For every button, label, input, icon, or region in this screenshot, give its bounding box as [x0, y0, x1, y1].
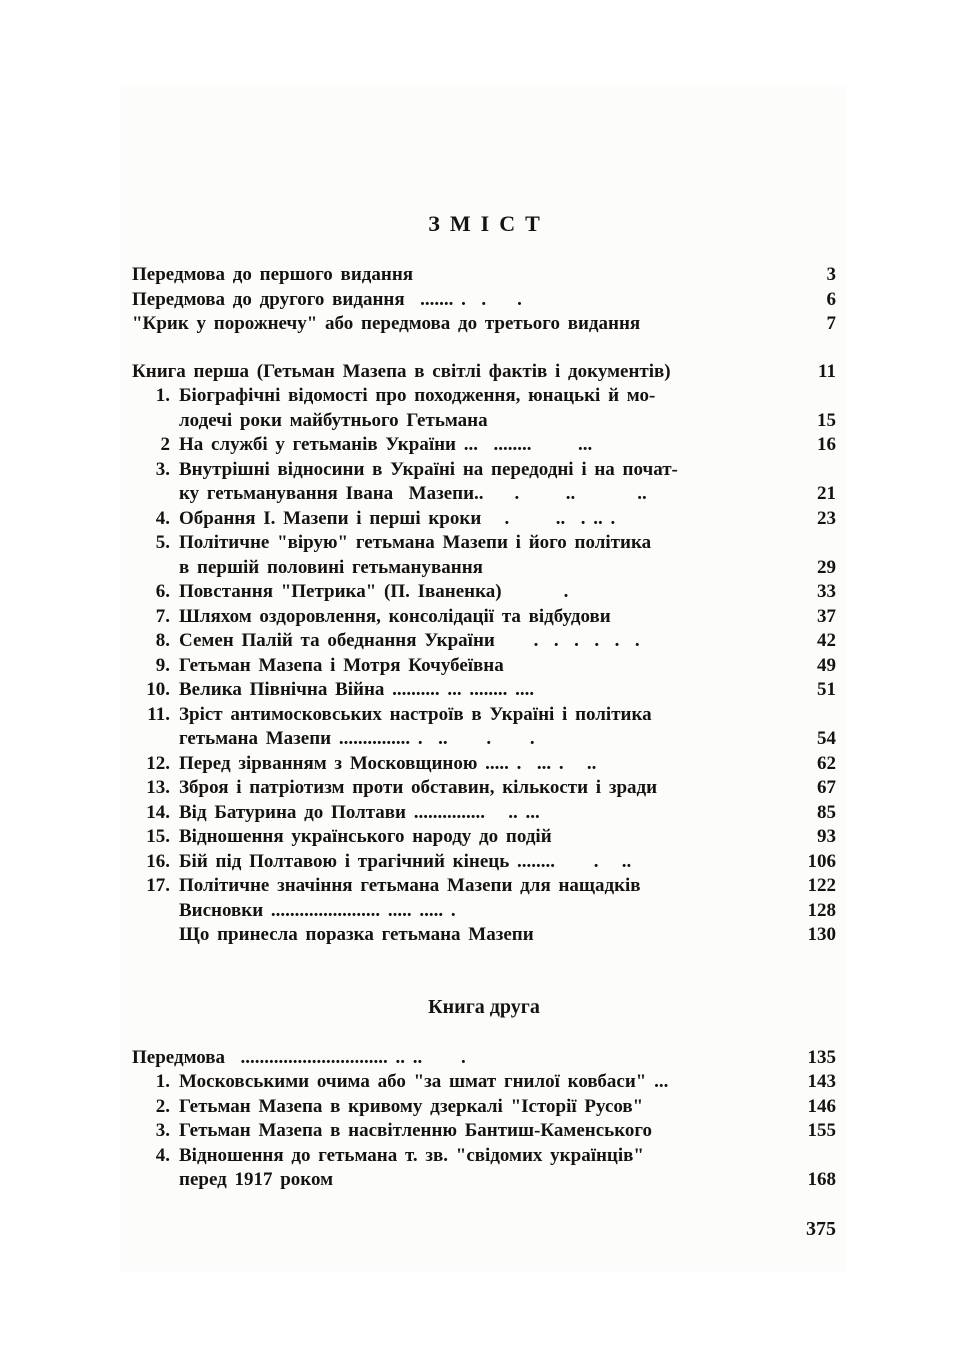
entry-page: 7: [826, 313, 836, 334]
entry-title: Внутрішні відносини в Україні на передодні і на почат-: [179, 458, 678, 480]
spacer: [132, 337, 836, 360]
entry-title: Семен Палій та обеднання України . . . . . .: [179, 630, 640, 651]
toc-entry: [132, 556, 836, 581]
entry-number: 15.: [146, 826, 170, 847]
scanned-page: [120, 85, 846, 1272]
entry-title: Бій під Полтавою і трагічний кінець ........ . ..: [179, 850, 632, 872]
toc-entry: [132, 850, 836, 875]
entry-page: 15: [817, 409, 836, 431]
entry-title: Велика Північна Війна .......... ... ........ ....: [179, 679, 535, 700]
toc-entry: [132, 899, 836, 924]
entry-page: 29: [817, 556, 836, 578]
entry-title: Книга перша (Гетьман Мазепа в світлі фактів і документів): [132, 360, 671, 382]
entry-title: Біографічні відомості про походження, юнацькі й мо-: [179, 385, 656, 406]
toc-entry: [132, 1095, 836, 1120]
spacer: [132, 1020, 836, 1046]
entry-number: 2.: [155, 1095, 170, 1117]
entry-number: 13.: [146, 777, 170, 798]
entry-number: 12.: [146, 752, 170, 774]
entry-title: перед 1917 роком: [179, 1169, 334, 1190]
entry-page: 135: [807, 1046, 836, 1068]
spacer: [132, 948, 836, 994]
entry-number: 7.: [155, 605, 170, 627]
toc-entry: [132, 458, 836, 483]
entry-page: 155: [807, 1120, 836, 1141]
entry-number: 16.: [146, 850, 170, 872]
entry-page: 146: [807, 1095, 836, 1117]
entry-number: 10.: [146, 679, 170, 700]
entry-page: 130: [807, 924, 836, 945]
entry-page: 49: [817, 654, 836, 676]
toc-entry: [132, 727, 836, 752]
entry-title: Передмова ............................... .. .. .: [132, 1046, 466, 1068]
entry-title: лодечі роки майбутнього Гетьмана: [179, 409, 488, 431]
toc-entry: [132, 263, 836, 288]
toc-entry: [132, 654, 836, 679]
toc-entry: [132, 312, 836, 337]
toc-entry: [132, 923, 836, 948]
entry-title: Політичне значіння гетьмана Мазепи для нащадків: [179, 875, 641, 896]
entry-title: Відношення до гетьмана т. зв. "свідомих українців": [179, 1144, 644, 1166]
toc-rows: [132, 263, 836, 1193]
entry-title: Шляхом оздоровлення, консолідації та відбудови: [179, 605, 611, 627]
toc-entry: [132, 409, 836, 434]
toc-entry: [132, 384, 836, 409]
entry-page: 11: [818, 360, 836, 382]
entry-number: 3.: [155, 458, 170, 480]
entry-number: 6.: [155, 581, 170, 602]
entry-page: 93: [817, 826, 836, 847]
toc-entry: [132, 801, 836, 826]
page-number-footer: 375: [806, 1217, 836, 1240]
entry-page: 3: [826, 264, 836, 285]
toc-entry: [132, 288, 836, 313]
entry-number: 8.: [155, 630, 170, 651]
entry-title: Гетьман Мазепа і Мотря Кочубеївна: [179, 654, 504, 676]
toc-entry: [132, 874, 836, 899]
entry-title: Зріст антимосковських настроїв в Україні і політика: [179, 703, 652, 725]
entry-number: 4.: [155, 1144, 170, 1166]
entry-title: Передмова до другого видання ....... . . .: [132, 288, 522, 310]
entry-title: Політичне "вірую" гетьмана Мазепи і його політика: [179, 532, 652, 553]
entry-title: гетьмана Мазепи ............... . .. . .: [179, 728, 535, 749]
entry-title: Зброя і патріотизм проти обставин, кількости і зради: [179, 777, 658, 798]
toc-entry: [132, 1046, 836, 1071]
entry-page: 51: [817, 679, 836, 700]
toc-entry: [132, 1119, 836, 1144]
toc-entry: [132, 1168, 836, 1193]
entry-page: 21: [817, 483, 836, 504]
entry-page: 106: [807, 850, 836, 872]
entry-number: 5.: [155, 532, 170, 553]
entry-number: 1.: [155, 1071, 170, 1092]
entry-page: 85: [817, 801, 836, 823]
entry-number: 11.: [147, 703, 170, 725]
toc-entry: [132, 678, 836, 703]
entry-page: 168: [807, 1169, 836, 1190]
entry-page: 67: [817, 777, 836, 798]
entry-title: Висновки ....................... ..... ..... .: [179, 899, 456, 921]
entry-title: "Крик у порожнечу" або передмова до третього видання: [132, 313, 641, 334]
toc-entry: [132, 507, 836, 532]
book-section-heading: Книга друга: [428, 995, 540, 1018]
toc-entry: [132, 580, 836, 605]
entry-title: в першій половині гетьманування: [179, 556, 483, 578]
toc-title: ЗМІСТ: [428, 211, 550, 236]
toc-entry: [132, 752, 836, 777]
toc-entry: [132, 629, 836, 654]
entry-page: 42: [817, 630, 836, 651]
entry-number: 17.: [146, 875, 170, 896]
entry-page: 23: [817, 507, 836, 529]
entry-number: 3.: [155, 1120, 170, 1141]
entry-page: 16: [817, 434, 836, 455]
entry-page: 37: [817, 605, 836, 627]
entry-page: 128: [807, 899, 836, 921]
entry-title: Гетьман Мазепа в кривому дзеркалі "Історії Русов": [179, 1095, 644, 1117]
entry-title: Що принесла поразка гетьмана Мазепи: [179, 924, 534, 945]
entry-number: 14.: [146, 801, 170, 823]
toc-entry: [132, 482, 836, 507]
entry-title: Гетьман Мазепа в насвітленню Бантиш-Каменського: [179, 1120, 653, 1141]
book-heading-row: [132, 360, 836, 385]
entry-number: 1.: [155, 385, 170, 406]
toc-entry: [132, 776, 836, 801]
entry-number: 4.: [155, 507, 170, 529]
entry-title: ку гетьманування Івана Мазепи.. . .. ..: [179, 483, 647, 504]
entry-page: 54: [817, 728, 836, 749]
entry-title: Повстання "Петрика" (П. Іваненка) .: [179, 581, 569, 602]
entry-title: Перед зірванням з Московщиною ..... . ... . ..: [179, 752, 597, 774]
toc-entry: [132, 605, 836, 630]
toc-entry: [132, 703, 836, 728]
toc-entry: [132, 1070, 836, 1095]
entry-page: 122: [807, 875, 836, 896]
entry-number: 2: [160, 434, 170, 455]
entry-title: Московськими очима або "за шмат гнилої ковбаси" ...: [179, 1071, 669, 1092]
entry-title: Передмова до першого видання: [132, 264, 414, 285]
entry-number: 9.: [155, 654, 170, 676]
entry-title: На службі у гетьманів України ... ........ ...: [179, 434, 593, 455]
toc-entry: [132, 825, 836, 850]
entry-page: 33: [817, 581, 836, 602]
toc-entry: [132, 1144, 836, 1169]
entry-title: Відношення українського народу до подій: [179, 826, 552, 847]
entry-title: Обрання І. Мазепи і перші кроки . .. . .. .: [179, 507, 616, 529]
entry-page: 62: [817, 752, 836, 774]
toc-entry: [132, 433, 836, 458]
entry-title: Від Батурина до Полтави ............... .. ...: [179, 801, 540, 823]
toc-content: [120, 85, 846, 1241]
entry-page: 6: [826, 288, 836, 310]
toc-entry: [132, 531, 836, 556]
entry-page: 143: [807, 1071, 836, 1092]
